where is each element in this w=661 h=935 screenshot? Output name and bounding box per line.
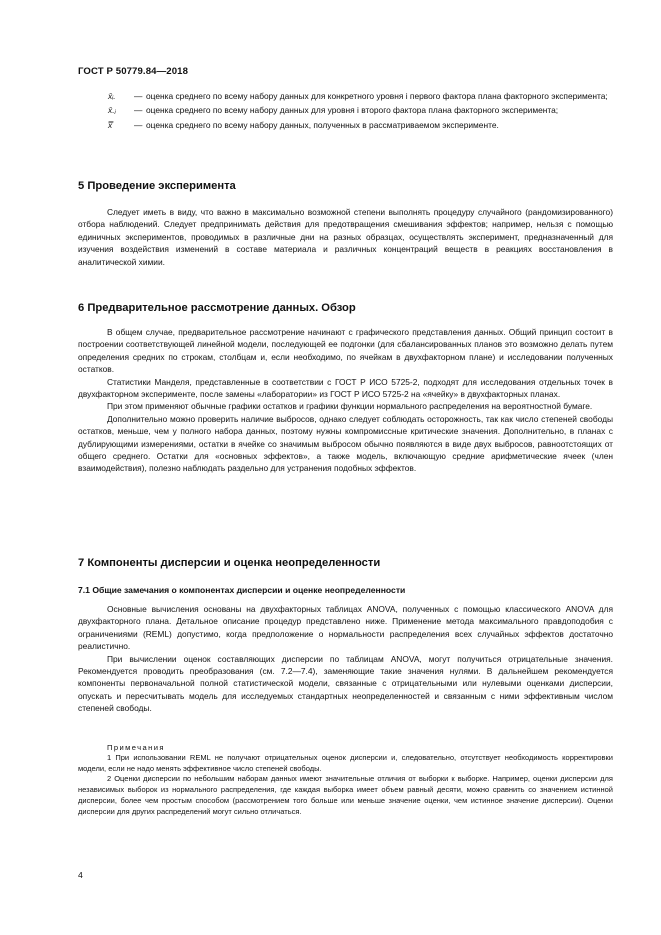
definition-dash: — — [134, 105, 143, 116]
definition-symbol: x̿ — [108, 119, 113, 130]
definition-row — [108, 90, 613, 102]
definition-text: оценка среднего по всему набору данных для конкретного уровня i первого фактора плана факторного эксперимента; — [146, 91, 608, 101]
paragraph: При этом применяют обычные графики остатков и графики функции нормального распределения на вероятностной бумаге. — [107, 401, 593, 412]
document-header: ГОСТ Р 50779.84—2018 — [78, 66, 189, 77]
section-7-body — [78, 603, 613, 715]
definition-symbol: x̄.ⱼ — [108, 105, 116, 116]
definition-dash: — — [134, 91, 143, 101]
note: 1 При использовании REML не получают отрицательных оценок дисперсии и, следовательно, отсутствует необходимость корректировки модели, если не надо менять эффективное число степеней свободы. — [78, 753, 613, 773]
section-7-heading: 7 Компоненты дисперсии и оценка неопределенности — [78, 557, 381, 569]
section-6-heading: 6 Предварительное рассмотрение данных. Обзор — [78, 302, 356, 314]
paragraph: Основные вычисления основаны на двухфакторных таблицах ANOVA, полученных с помощью классического ANOVA для двухфакторного плана. Детальное описание процедур представлено ниже. Применение метода максимального правдоподобия с ограничениями (REML) допустимо, когда предположение о нормальности распределения всех случайных эффектов достаточно реалистично. — [78, 604, 613, 652]
definition-text: оценка среднего по всему набору данных для уровня i второго фактора плана факторного эксперимента; — [146, 105, 559, 116]
definition-text: оценка среднего по всему набору данных, полученных в рассматриваемом эксперименте. — [146, 119, 499, 130]
paragraph: Следует иметь в виду, что важно в максимально возможной степени выполнять процедуру случайного (рандомизированного) отбора наблюдений. Следует предпринимать действия для предотвращения смешивания эффектов; например, нельзя с помощью единичных экспериментов, проводимых в различные дни на разных образцах, осуществлять эксперимент, предназначенный для изучения воздействия изменений в составе материала и различных концентраций веществ в реакциях восстановления в аналитической химии. — [78, 207, 613, 267]
note: 2 Оценки дисперсии по небольшим наборам данных имеют значительные отличия от выборки к выборке. Например, оценки дисперсии для независимых выборок из нормального распределения, где каждая выборка имеет объем равный десяти, можно сравнить со значением истинной дисперсии, более чем простым способом (рассмотрением того больше или меньше значение оценки, чем истинное значение дисперсии). Оценки дисперсии для других распределений могут сильно отличаться. — [78, 774, 613, 816]
notes-block — [78, 743, 613, 817]
page-number: 4 — [78, 870, 83, 880]
paragraph: В общем случае, предварительное рассмотрение начинают с графического представления данных. Общий принцип состоит в построении соответствующей линейной модели, последующей ее подгонки (для сбалансированных планов это возможно делать путем определения средних по строкам, столбцам и, если необходимо, по ячейкам в двухфакторном плане) и исследовании полученных остатков. — [78, 327, 613, 375]
paragraph: При вычислении оценок составляющих дисперсии по таблицам ANOVA, могут получиться отрицательные значения. Рекомендуется проводить преобразования (см. 7.2—7.4), заменяющие такие значения нулями. В дальнейшем рекомендуется компоненты первоначальной полной статистической модели, связанные с отрицательными или нулевыми оценками дисперсии, опускать и пересчитывать модель для исследуемых стандартных неопределенностей и связанным с ними эффективным числом степеней свободы. — [78, 653, 613, 714]
symbol-definitions — [108, 90, 613, 133]
paragraph: Дополнительно можно проверить наличие выбросов, однако следует соблюдать осторожность, так как число степеней свободы остатков, меньше, чем у полного набора данных, поэтому нужны компромиссные критические значения. Дополнительно, в планах с дублирующими измерениями, остатки в ячейке со значимым выбросом обычно появляются в виде двух выбросов, равноотстоящих от общего среднего. Остатки для «основных эффектов», а также модель, включающую средние арифметические ячеек (член взаимодействия), полезно наблюдать раздельно для устранения подобных эффектов. — [78, 413, 613, 474]
paragraph: Статистики Манделя, представленные в соответствии с ГОСТ Р ИСО 5725-2, подходят для исследования отдельных точек в двухфакторном эксперименте, после замены «лаборатории» из ГОСТ Р ИСО 5725-2 на «ячейку» в двухфакторных планах. — [78, 376, 613, 400]
section-5-heading: 5 Проведение эксперимента — [78, 180, 236, 192]
definition-symbol: x̄ᵢ. — [108, 91, 116, 101]
notes-title: Примечания — [107, 743, 165, 752]
definition-row — [108, 104, 613, 116]
section-5-body — [78, 206, 613, 268]
definition-dash: — — [134, 119, 143, 130]
definition-row — [108, 119, 613, 131]
section-6-body — [78, 326, 613, 475]
subsection-7-1-heading: 7.1 Общие замечания о компонентах дисперсии и оценке неопределенности — [78, 585, 406, 595]
